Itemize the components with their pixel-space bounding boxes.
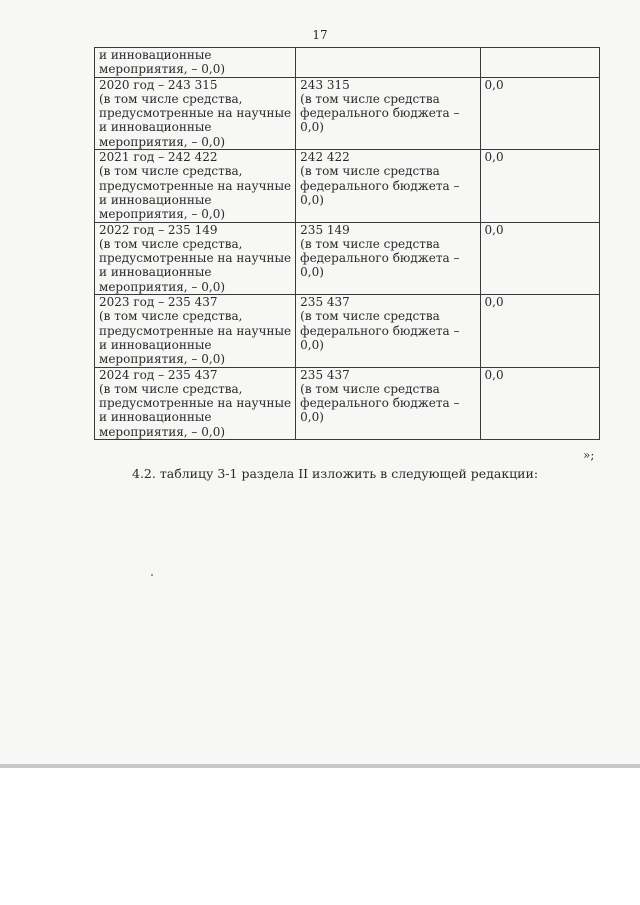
cell-line: предусмотренные на научные [99,178,292,193]
cell-line: 0,0 [484,77,504,92]
cell-line: (в том числе средства [300,164,440,179]
table-row [95,48,600,78]
cell-line: 2021 год – 242 422 [99,150,218,165]
table-cell [296,150,480,222]
cell-line: (в том числе средства, [99,91,243,106]
cell-line: и инновационные [99,265,212,280]
cell-line: 0,0) [300,120,324,135]
cell-line: 242 422 [300,150,350,165]
table-cell [480,367,599,439]
cell-line: (в том числе средства [300,309,440,324]
table-cell [480,48,599,78]
cell-line: мероприятия, – 0,0) [99,134,226,149]
cell-line: 0,0 [484,367,504,382]
table-cell [296,367,480,439]
cell-line: 0,0 [484,295,504,310]
table-row [95,367,600,439]
table-cell [480,295,599,367]
table-row [95,222,600,294]
cell-line: мероприятия, – 0,0) [99,62,226,77]
table-cell [95,222,296,294]
page-number: 17 [312,28,328,42]
table-cell [95,150,296,222]
cell-line: (в том числе средства [300,381,440,396]
amendment-instruction: 4.2. таблицу 3-1 раздела II изложить в следующей редакции: [132,466,539,481]
cell-line: (в том числе средства, [99,309,243,324]
cell-line: федерального бюджета – [300,396,460,411]
scan-speck [151,574,153,576]
cell-line: (в том числе средства, [99,236,243,251]
cell-line: 0,0) [300,192,324,207]
cell-line: 0,0) [300,337,324,352]
cell-line: предусмотренные на научные [99,323,292,338]
cell-line: 0,0 [484,222,504,237]
table-cell [296,77,480,149]
cell-line: (в том числе средства, [99,381,243,396]
table-cell [296,222,480,294]
cell-line: (в том числе средства, [99,164,243,179]
cell-line: и инновационные [99,337,212,352]
cell-line: (в том числе средства [300,236,440,251]
table-row [95,295,600,367]
table-row [95,77,600,149]
cell-line: мероприятия, – 0,0) [99,424,226,439]
table-cell [95,367,296,439]
cell-line: мероприятия, – 0,0) [99,279,226,294]
cell-line: 235 149 [300,222,350,237]
cell-line: 2022 год – 235 149 [99,222,218,237]
cell-line: (в том числе средства [300,91,440,106]
cell-line: и инновационные [99,48,212,62]
cell-line: и инновационные [99,410,212,425]
cell-line: 0,0) [300,265,324,280]
table-cell [95,295,296,367]
cell-line: 2024 год – 235 437 [99,367,218,382]
table-row [95,150,600,222]
table-cell [95,77,296,149]
cell-line: 235 437 [300,367,350,382]
cell-line: мероприятия, – 0,0) [99,352,226,367]
cell-line: 243 315 [300,77,350,92]
cell-line: 235 437 [300,295,350,310]
cell-line: 2020 год – 243 315 [99,77,218,92]
closing-quote: »; [583,448,595,462]
cell-line: предусмотренные на научные [99,106,292,121]
table-cell [95,48,296,78]
table-cell [480,77,599,149]
cell-line: и инновационные [99,192,212,207]
cell-line: федерального бюджета – [300,178,460,193]
cell-line: 0,0 [484,150,504,165]
cell-line: федерального бюджета – [300,106,460,121]
table-cell [296,48,480,78]
cell-line: мероприятия, – 0,0) [99,207,226,222]
cell-line: предусмотренные на научные [99,251,292,266]
cell-line: предусмотренные на научные [99,396,292,411]
funding-table-body [95,48,600,440]
cell-line: 2023 год – 235 437 [99,295,218,310]
cell-line: и инновационные [99,120,212,135]
table-cell [296,295,480,367]
table-cell [480,150,599,222]
table-cell [480,222,599,294]
cell-line: федерального бюджета – [300,251,460,266]
cell-line: 0,0) [300,410,324,425]
cell-line: федерального бюджета – [300,323,460,338]
funding-table [94,47,600,440]
